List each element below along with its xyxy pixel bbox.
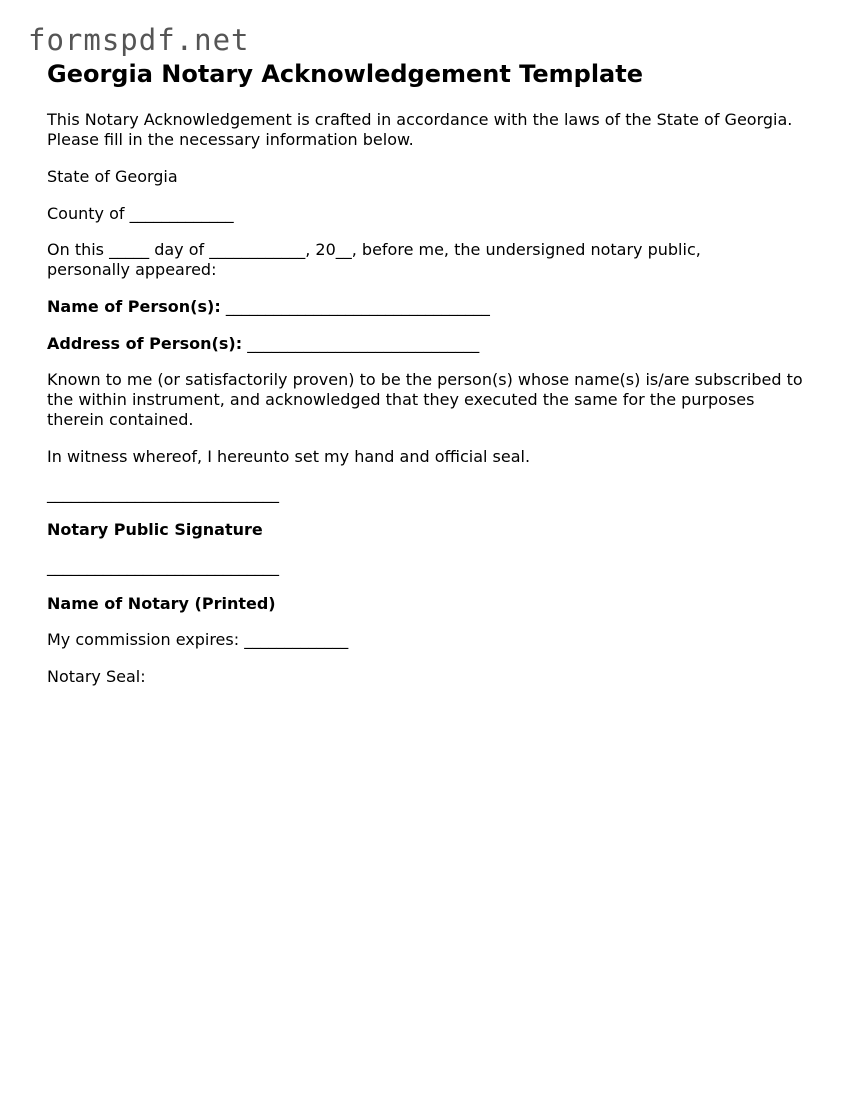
name-of-persons-line <box>47 297 490 317</box>
printed-name-blank: _____________________________ <box>47 557 279 576</box>
name-of-persons-label: Name of Person(s): <box>47 297 221 316</box>
commission-expires-line: My commission expires: _____________ <box>47 630 349 649</box>
signature-caption: Notary Public Signature <box>47 520 263 539</box>
appearance-line: On this _____ day of ____________, 20__, before me, the undersigned notary public, personally appeared: <box>47 240 701 279</box>
watermark-logo: formspdf.net <box>28 23 250 57</box>
notary-seal-line: Notary Seal: <box>47 667 146 686</box>
witness-line: In witness whereof, I hereunto set my hand and official seal. <box>47 447 531 466</box>
known-statement: Known to me (or satisfactorily proven) to be the person(s) whose name(s) is/are subscribed to the within instrument, and acknowledged that they executed the same for the purposes therein contained. <box>47 370 803 429</box>
printed-name-caption: Name of Notary (Printed) <box>47 594 276 613</box>
intro-paragraph: This Notary Acknowledgement is crafted in accordance with the laws of the State of Georgia. Please fill in the necessary information below. <box>47 110 793 149</box>
address-of-persons-label: Address of Person(s): <box>47 334 243 353</box>
address-of-persons-blank: _____________________________ <box>247 334 480 353</box>
document-title: Georgia Notary Acknowledgement Template <box>47 60 644 88</box>
state-line: State of Georgia <box>47 167 178 186</box>
name-of-persons-blank: _________________________________ <box>225 297 490 316</box>
address-of-persons-line <box>47 334 479 354</box>
signature-blank: _____________________________ <box>47 484 279 503</box>
county-line: County of _____________ <box>47 204 234 223</box>
